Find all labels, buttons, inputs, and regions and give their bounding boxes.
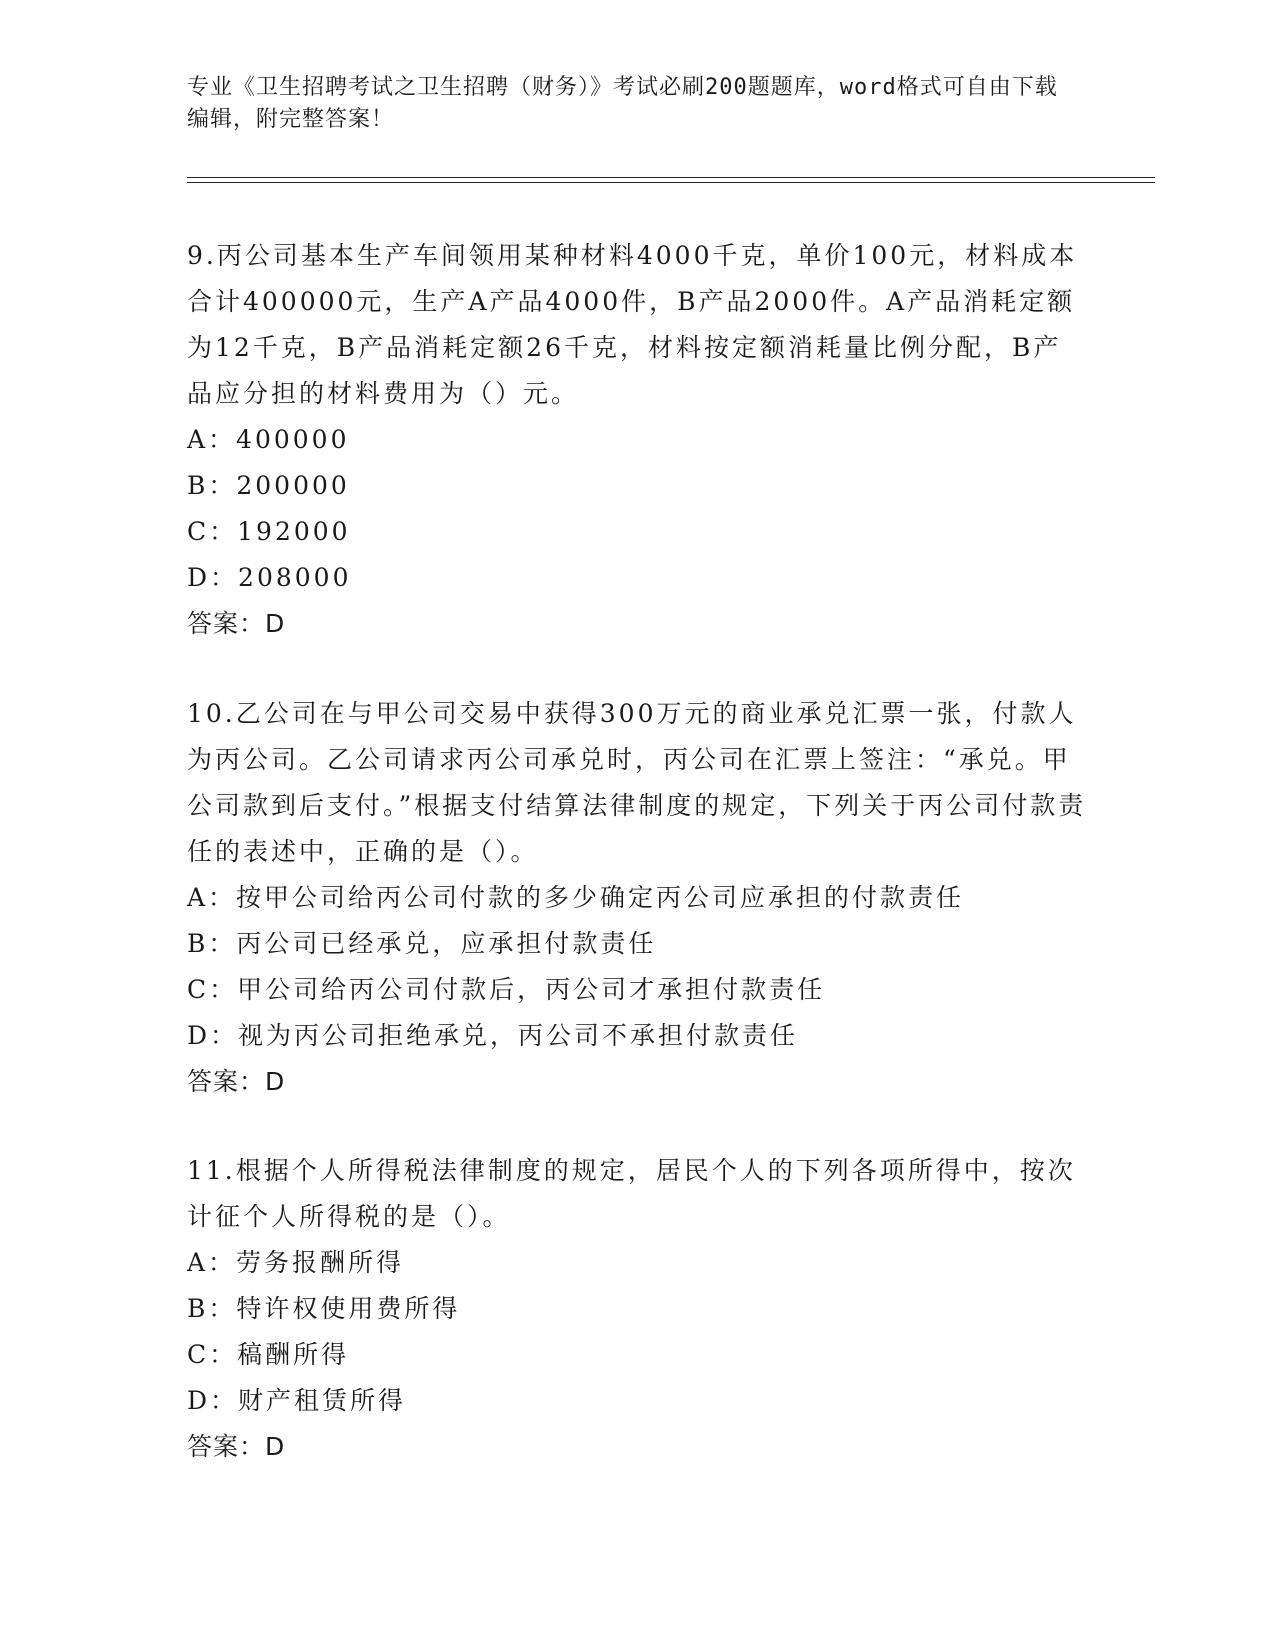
- question-stem: 11.根据个人所得税法律制度的规定，居民个人的下列各项所得中，按次计征个人所得税的是（）。: [187, 1156, 1076, 1231]
- option-b: B：丙公司已经承兑，应承担付款责任: [187, 929, 657, 958]
- question-stem: 9.丙公司基本生产车间领用某种材料4000千克，单价100元，材料成本合计400000元，生产A产品4000件，B产品2000件。A产品消耗定额为12千克，B产品消耗定额26千克，材料按定额消耗量比例分配，B产品应分担的材料费用为（）元。: [187, 241, 1078, 408]
- option-a: A：400000: [187, 425, 350, 454]
- option-c: C：192000: [187, 517, 351, 546]
- option-c: C：稿酬所得: [187, 1340, 350, 1369]
- document-header: [187, 72, 1067, 136]
- question-10: [187, 691, 1087, 1105]
- option-a: A：按甲公司给丙公司付款的多少确定丙公司应承担的付款责任: [187, 883, 965, 912]
- option-a: A：劳务报酬所得: [187, 1248, 405, 1277]
- option-d: D：208000: [187, 563, 352, 592]
- answer: 答案：D: [187, 1432, 286, 1461]
- option-d: D：视为丙公司拒绝承兑，丙公司不承担付款责任: [187, 1021, 799, 1050]
- question-stem: 10.乙公司在与甲公司交易中获得300万元的商业承兑汇票一张，付款人为丙公司。乙公司请求丙公司承兑时，丙公司在汇票上签注：“承兑。甲公司款到后支付。”根据支付结算法律制度的规定，下列关于丙公司付款责任的表述中，正确的是（）。: [187, 699, 1087, 866]
- header-divider-bottom: [187, 182, 1155, 183]
- option-b: B：200000: [187, 471, 350, 500]
- header-divider-top: [187, 177, 1155, 178]
- header-title: 专业《卫生招聘考试之卫生招聘（财务）》考试必刷200题题库，word格式可自由下载编辑，附完整答案！: [187, 75, 1058, 132]
- question-9: [187, 233, 1087, 647]
- option-d: D：财产租赁所得: [187, 1386, 407, 1415]
- answer: 答案：D: [187, 609, 286, 638]
- option-b: B：特许权使用费所得: [187, 1294, 461, 1323]
- answer: 答案：D: [187, 1067, 286, 1096]
- option-c: C：甲公司给丙公司付款后，丙公司才承担付款责任: [187, 975, 826, 1004]
- question-11: [187, 1148, 1087, 1470]
